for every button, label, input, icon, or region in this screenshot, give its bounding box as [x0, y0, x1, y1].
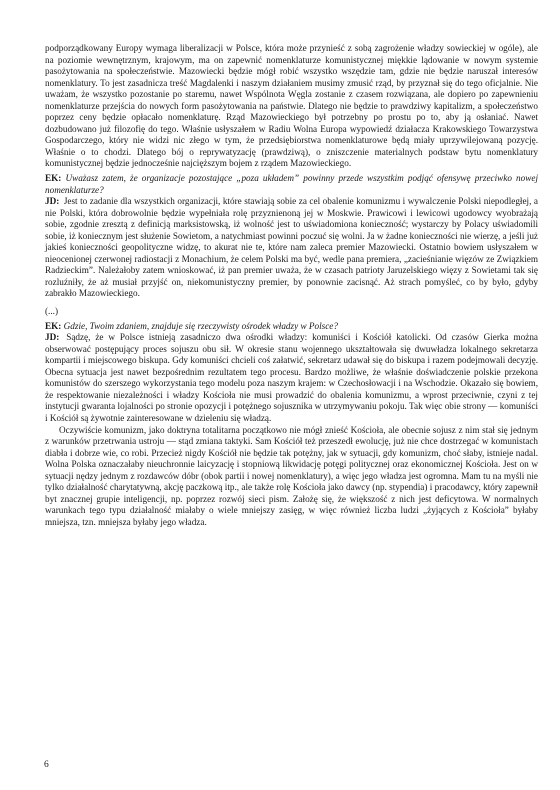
answer-1 — [45, 196, 538, 300]
speaker-label: JD: — [45, 196, 60, 207]
body-text — [45, 43, 538, 528]
paragraph-final: Oczywiście komunizm, jako doktryna totalitarna początkowo nie mógł znieść Kościoła, ale obecnie sojusz z nim stał się jednym z warunków przetrwania ustroju — stąd zmiana taktyki. Sam Kościół też przeszedł ewolucję, już nie chce dostrzegać w komunistach diabła i dobrze wie, co robi. Przecież nigdy Kościół nie będzie tak potężny, jak w sytuacji, gdy komunizm, choć słaby, istnieje nadal. Wolna Polska oznaczałaby nieuchronnie laicyzację i stopniową likwidację potęgi politycznej oraz ekonomicznej Kościoła. Jest on w sytuacji nędzy jednym z rozdawców dóbr (obok partii i nowej nomenklatury), a więc jego władza jest ogromna. Mam tu na myśli nie tylko działalność charytatywną, akcję paczkową itp., ale także rolę Kościoła jako dawcy (np. stypendia) i pracodawcy, który zapewnił byt znacznej grupie inteligencji, np. poprzez rozwój sieci pism. Założę się, że większość z nich jest deficytowa. W normalnych warunkach tego typu działalność miałaby o wiele mniejszy zasięg, w więc również liczba ludzi „żyjących z Kościoła” byłaby mniejsza, tzn. mniejsza byłaby jego władza. — [45, 424, 538, 527]
answer-2 — [45, 332, 538, 424]
question-1 — [45, 173, 538, 196]
answer-text: Sądzę, że w Polsce istnieją zasadniczo dwa ośrodki władzy: komuniści i Kościół katolicki. Od czasów Gierka można obserwować postępujący proces sojuszu obu sił. W okresie stanu wojennego ukształtowała się dwuwładza lokalnego sekretarza kompartii i miejscowego biskupa. Gdy komuniści chcieli coś załatwić, sekretarz udawał się do biskupa i razem podejmowali decyzję. Obecna sytuacja jest nawet bezpośrednim rezultatem tego procesu. Bardzo możliwe, że właśnie doświadczenie polskie przekona komunistów do szerszego wykorzystania tego modelu poza naszym krajem: w Czechosłowacji i na Wschodzie. Okazało się bowiem, że respektowanie niezależności i władzy Kościoła nie musi prowadzić do obalenia komunizmu, a wprost przeciwnie, czyni z tej instytucji gwaranta lojalności po stronie opozycji i potężnego sojusznika w utrzymywaniu pokoju. Tak więc obie strony — komuniści i Kościół są żywotnie zainteresowane w dzieleniu się władzą. — [45, 332, 538, 423]
answer-text: Jest to zadanie dla wszystkich organizacji, które stawiają sobie za cel obalenie komunizmu i wywalczenie Polski niepodległej, a nie Polski, która dobrowolnie będzie wypełniała rolę przyznienoną jej w Moskwie. Prawicowi i lewicowi ugodowcy wyobrażają sobie, zgodnie zresztą z definicją marksistowską, iż wolność jest to uświadomiona konieczność; wystarczy by Polacy uświadomili sobie, iż koniecznym jest służenie Sowietom, a natychmiast powinni poczuć się wolni. Ja w żadne konieczności nie wierzę, a jeśli już jakieś konieczności geopolityczne widzę, to akurat nie te, które nam zaleca premier Mazowiecki. Ostatnio bowiem usłyszałem w nieocenionej czerwonej radiostacji z Monachium, że celem Polski ma być, wedle pana premiera, „zacieśnianie więzów ze Związkiem Radzieckim”. Należałoby zatem wnioskować, iż pan premier uważa, że w czasach patrioty Jaruzelskiego więzy z Sowietami tak się rozluźniły, że aż musiał przyjść on, niekomunistyczny premier, by ponownie zacisnąć. Aż strach pomyśleć, co by było, gdyby zabrakło Mazowieckiego. — [45, 196, 538, 299]
omission-mark: (...) — [45, 306, 59, 317]
question-text: Uważasz zatem, że organizacje pozostające „poza układem” powinny przede wszystkim podjąć ofensywę przeciwko nowej nomenklaturze? — [45, 173, 538, 195]
question-text: Gdzie, Twoim zdaniem, znajduje się rzeczywisty ośrodek władzy w Polsce? — [63, 320, 338, 331]
speaker-label: JD: — [45, 332, 60, 343]
speaker-label: EK: — [45, 173, 62, 184]
paragraph-continued: podporządkowany Europy wymaga liberalizacji w Polsce, która może przynieść z sobą zagrożenie władzy sowieckiej w ogóle), ale na poziomie wewnętrznym, krajowym, ma on zapewnić nomenklaturze komunistycznej miękkie lądowanie w nowym systemie pasożytowania na społeczeństwie. Mazowiecki będzie mógł robić wszystko wszędzie tam, gdzie nie będzie naruszał interesów nomenklatury. To jest zasadnicza treść Magdalenki i naszym działaniem musimy zmusić rząd, by przyznał się do tego oficjalnie. Nie uważam, że wszystko pozostanie po staremu, nawet Wspólnota Węgla zostanie z czasem rozwiązana, ale dopiero po zapewnieniu nomenklaturze przejścia do nowych form pasożytowania na państwie. Dlatego nie będzie to prawdziwy kapitalizm, a społeczeństwo poprzez ceny będzie opłacało nomenklaturę. Rząd Mazowieckiego był potrzebny po prostu po to, aby ją osłaniać. Nawet dozbudowano już filozofię do tego. Właśnie usłyszałem w Radiu Wolna Europa wypowiedź działacza Krakowskiego Towarzystwa Gospodarczego, który nie widzi nic złego w tym, że przedsiębiorstwa nomenklaturowe będą miały uprzywilejowaną pozycję. Właśnie o to chodzi. Dlatego bój o reprywatyzację (prawdziwą), o zniszczenie materialnych podstaw bytu nomenklatury komunistycznej będzie jednocześnie najcięższym bojem z rządem Mazowieckiego. — [45, 43, 538, 169]
question-2 — [45, 321, 538, 333]
page-number: 6 — [44, 760, 49, 770]
speaker-label: EK: — [45, 320, 62, 331]
